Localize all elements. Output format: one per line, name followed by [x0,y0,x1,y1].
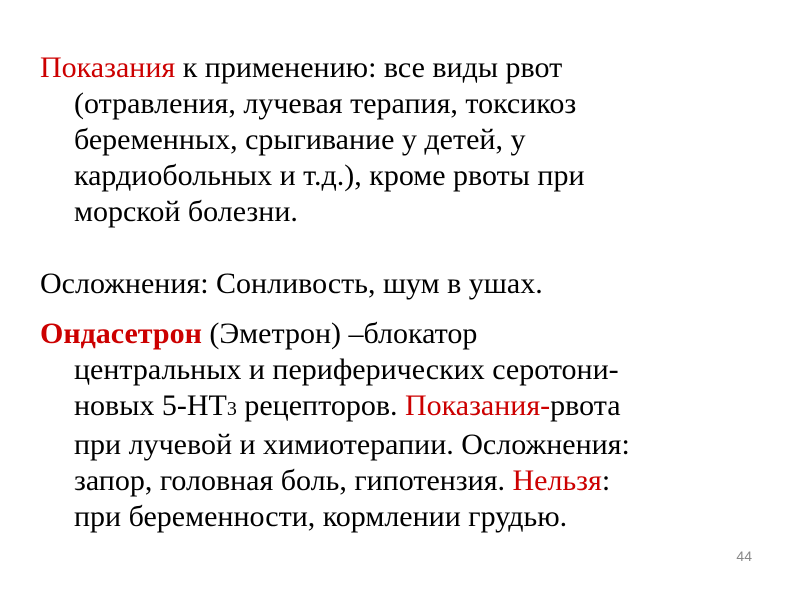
indications-line-1 [40,50,760,86]
drug-name: Ондасетрон [40,317,202,350]
receptor-text-end: рецепторов. [236,389,405,422]
ondansetron-line-4: при лучевой и химиотерапии. Осложнения: [74,428,630,461]
ondansetron-line-1 [40,316,760,352]
receptor-text: новых 5-НТ [74,389,227,422]
complications-paragraph [40,266,760,302]
indications-label-2: Показания- [404,389,551,422]
indications-line-3: беременных, срыгивание у детей, у [74,123,526,156]
ondansetron-line-2: центральных и периферических серотони- [74,353,619,386]
indications-paragraph [40,50,760,230]
ondansetron-paragraph [40,316,760,535]
ondansetron-line-5 [40,463,760,499]
complications-line: Осложнения: Сонливость, шум в ушах. [40,267,543,300]
contraindications-colon: : [601,464,611,497]
indications-label: Показания [40,51,176,84]
indications-line-4: кардиобольных и т.д.), кроме рвоты при [74,159,585,192]
drug-description: (Эметрон) –блокатор [201,317,478,350]
indications-line-2: (отравления, лучевая терапия, токсикоз [74,87,577,120]
ondansetron-line-3 [40,388,760,427]
side-effects-text: запор, головная боль, гипотензия. [74,464,513,497]
receptor-subscript: 3 [226,398,237,420]
indications-text-2: рвота [550,389,621,422]
indications-text: к применению: все виды рвот [175,51,563,84]
indications-line-5: морской болезни. [74,195,298,228]
ondansetron-line-6: при беременности, кормлении грудью. [74,500,568,533]
contraindications-label: Нельзя [512,464,602,497]
page-number: 44 [736,548,752,564]
